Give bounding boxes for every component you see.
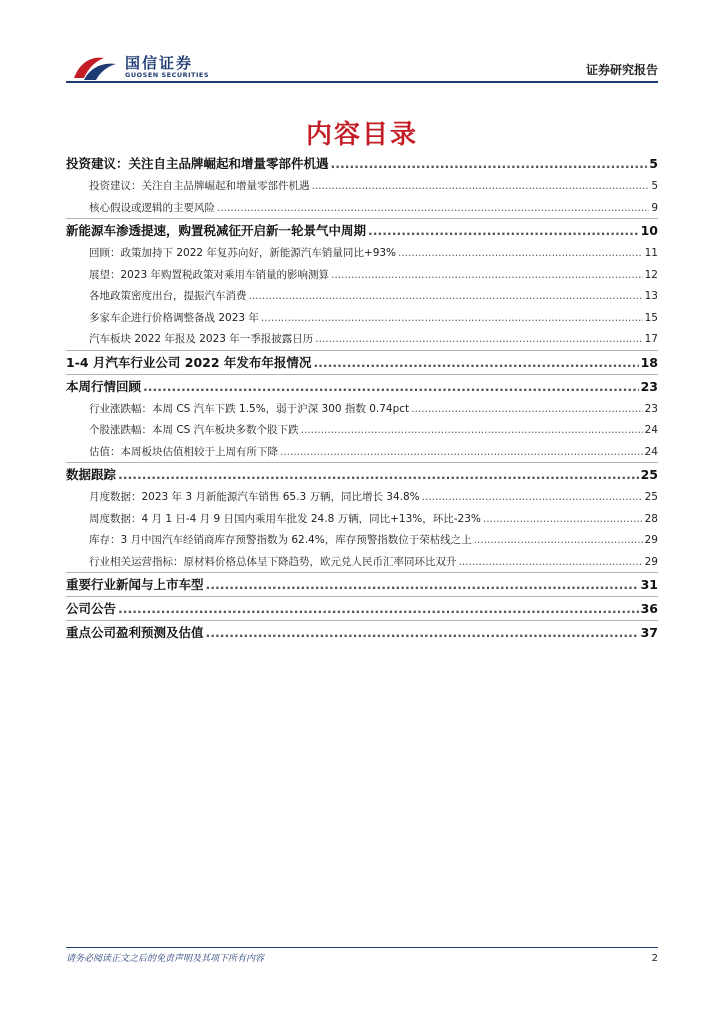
logo-chinese-name: 国信证券 [125, 54, 194, 72]
dot-leader [217, 202, 649, 214]
footer-divider [66, 947, 658, 948]
toc-entry-label: 公司公告 [66, 601, 117, 616]
toc-entry-page: 18 [640, 354, 658, 370]
header-divider [66, 81, 658, 83]
toc-subsection-entry[interactable] [66, 554, 658, 569]
toc-section-entry[interactable] [66, 353, 658, 371]
toc-subsection-entry[interactable] [66, 489, 658, 504]
dot-leader [118, 467, 639, 482]
toc-subsection-entry[interactable] [66, 267, 658, 282]
toc-subsection-entry[interactable] [66, 331, 658, 346]
toc-entry-label: 核心假设或逻辑的主要风险 [89, 201, 215, 214]
section-separator [66, 462, 658, 463]
page-header [0, 0, 724, 90]
dot-leader [301, 424, 643, 436]
toc-subsection-entry[interactable] [66, 200, 658, 215]
toc-entry-page: 37 [640, 625, 658, 640]
dot-leader [368, 223, 639, 238]
toc-entry-label: 汽车板块 2022 年报及 2023 年一季报披露日历 [89, 333, 314, 345]
toc-entry-label: 本周行情回顾 [66, 378, 142, 394]
page-number: 2 [651, 953, 658, 964]
toc-entry-page: 10 [640, 223, 658, 238]
toc-subsection-entry[interactable] [66, 422, 658, 437]
toc-entry-page: 36 [640, 601, 658, 616]
toc-entry-page: 31 [640, 577, 658, 592]
dot-leader [315, 333, 642, 345]
toc-entry-page: 15 [644, 311, 658, 324]
toc-entry-label: 周度数据：4 月 1 日-4 月 9 日国内乘用车批发 24.8 万辆，同比+13%，环比-23% [89, 512, 481, 525]
toc-subsection-entry[interactable] [66, 401, 658, 416]
dot-leader [398, 247, 643, 259]
dot-leader [474, 534, 643, 546]
toc-entry-page: 29 [644, 555, 658, 568]
toc-section-entry[interactable] [66, 623, 658, 641]
toc-entry-label: 库存：3 月中国汽车经销商库存预警指数为 62.4%，库存预警指数位于荣枯线之上 [89, 534, 472, 546]
toc-entry-label: 行业涨跌幅：本周 CS 汽车下跌 1.5%，弱于沪深 300 指数 0.74pct [89, 402, 410, 415]
toc-section-entry[interactable] [66, 154, 658, 172]
toc-entry-page: 28 [644, 512, 658, 525]
toc-entry-page: 12 [644, 268, 658, 281]
toc-title: 内容目录 [305, 120, 418, 150]
toc-entry-label: 投资建议：关注自主品牌崛起和增量零部件机遇 [89, 180, 310, 192]
toc-section-entry[interactable] [66, 221, 658, 239]
dot-leader [206, 577, 639, 592]
toc-entry-page: 23 [644, 402, 658, 415]
toc-entry-label: 月度数据：2023 年 3 月新能源汽车销售 65.3 万辆，同比增长 34.8% [89, 491, 420, 503]
section-separator [66, 374, 658, 375]
dot-leader [249, 290, 643, 302]
disclaimer-note: 请务必阅读正文之后的免责声明及其项下所有内容 [66, 954, 265, 964]
toc-section-entry[interactable] [66, 465, 658, 483]
dot-leader [331, 156, 648, 171]
toc-entry-page: 9 [651, 201, 658, 214]
toc-entry-page: 5 [649, 156, 658, 171]
dot-leader [206, 625, 639, 640]
toc-entry-page: 13 [644, 290, 658, 302]
toc-entry-label: 数据跟踪 [66, 467, 117, 482]
toc-entry-page: 17 [644, 333, 658, 345]
dot-leader [280, 446, 643, 458]
toc-entry-label: 估值：本周板块估值相较于上周有所下降 [89, 445, 278, 458]
toc-entry-label: 个股涨跌幅：本周 CS 汽车板块多数个股下跌 [89, 424, 299, 436]
toc-entry-page: 11 [644, 247, 658, 259]
toc-entry-label: 新能源车渗透提速，购置税减征开启新一轮景气中周期 [66, 223, 367, 238]
toc-entry-page: 25 [644, 491, 658, 503]
toc-entry-page: 29 [644, 534, 658, 546]
toc-section-entry[interactable] [66, 377, 658, 395]
toc-entry-label: 重要行业新闻与上市车型 [66, 577, 204, 592]
dot-leader [483, 513, 643, 525]
dot-leader [118, 601, 639, 616]
section-separator [66, 350, 658, 351]
dot-leader [459, 556, 643, 568]
toc-section-entry[interactable] [66, 575, 658, 593]
toc-entry-label: 1-4 月汽车行业公司 2022 年发布年报情况 [66, 354, 312, 370]
dot-leader [422, 491, 643, 503]
dot-leader [261, 312, 643, 324]
toc-subsection-entry[interactable] [66, 310, 658, 325]
toc-entry-label: 回顾：政策加持下 2022 年复苏向好，新能源汽车销量同比+93% [89, 247, 397, 259]
section-separator [66, 218, 658, 219]
toc-entry-label: 各地政策密度出台，提振汽车消费 [89, 290, 247, 302]
toc-entry-page: 24 [644, 445, 658, 458]
section-separator [66, 572, 658, 573]
toc-section-entry[interactable] [66, 599, 658, 617]
dot-leader [312, 180, 650, 192]
dot-leader [331, 269, 643, 281]
dot-leader [313, 355, 638, 370]
section-separator [66, 620, 658, 621]
toc-subsection-entry[interactable] [66, 245, 658, 260]
toc-subsection-entry[interactable] [66, 511, 658, 526]
toc-entry-label: 投资建议：关注自主品牌崛起和增量零部件机遇 [66, 156, 329, 171]
toc-subsection-entry[interactable] [66, 444, 658, 459]
toc-subsection-entry[interactable] [66, 288, 658, 303]
toc-entry-label: 行业相关运营指标：原材料价格总体呈下降趋势，欧元兑人民币汇率同环比双升 [89, 555, 457, 568]
toc-subsection-entry[interactable] [66, 532, 658, 547]
report-type-label: 证券研究报告 [585, 63, 658, 77]
dot-leader [143, 379, 639, 394]
toc-entry-label: 展望：2023 年购置税政策对乘用车销量的影响测算 [89, 268, 330, 281]
toc-entry-page: 23 [640, 378, 658, 394]
toc-entry-page: 24 [644, 424, 658, 436]
logo-english-name: GUOSEN SECURITIES [125, 71, 210, 79]
toc-subsection-entry[interactable] [66, 178, 658, 193]
toc-entry-label: 多家车企进行价格调整备战 2023 年 [89, 311, 259, 324]
dot-leader [411, 403, 642, 415]
toc-entry-label: 重点公司盈利预测及估值 [66, 625, 204, 640]
toc-entry-page: 5 [651, 180, 658, 192]
guosen-logo-icon [70, 52, 120, 84]
toc-entry-page: 25 [640, 467, 658, 482]
section-separator [66, 596, 658, 597]
